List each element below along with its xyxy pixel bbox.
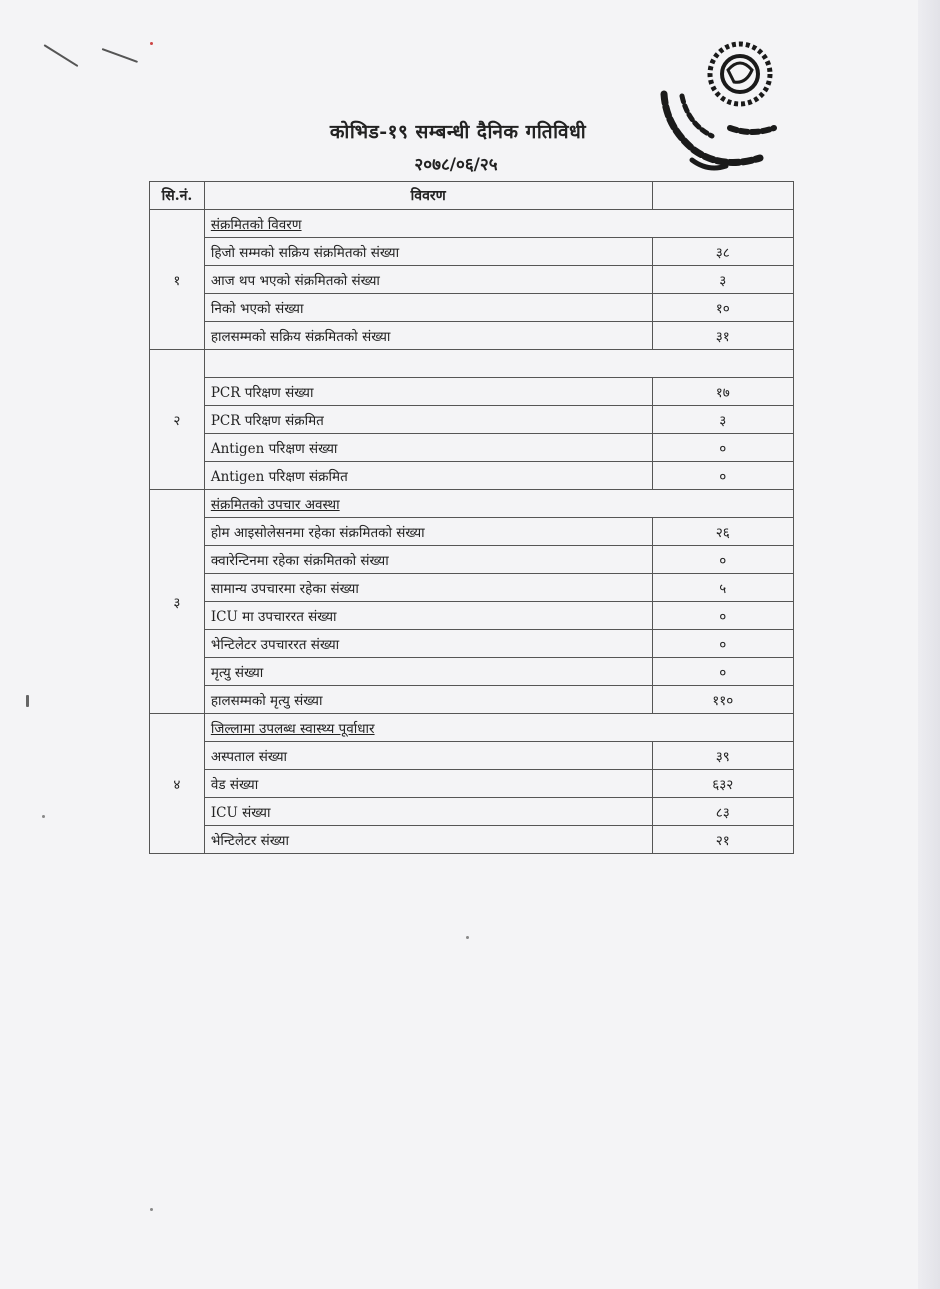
row-label: हालसम्मको सक्रिय संक्रमितको संख्या	[204, 322, 652, 350]
scan-mark	[43, 44, 78, 67]
table-row	[150, 266, 794, 294]
table-row	[150, 378, 794, 406]
table-row	[150, 434, 794, 462]
report-date: २०७८/०६/२५	[414, 155, 498, 175]
row-label: सामान्य उपचारमा रहेका संख्या	[204, 574, 652, 602]
row-label: हिजो सम्मको सक्रिय संक्रमितको संख्या	[204, 238, 652, 266]
row-value: ३१	[652, 322, 793, 350]
row-label: हालसम्मको मृत्यु संख्या	[204, 686, 652, 714]
table-row	[150, 462, 794, 490]
section-heading-cell	[204, 210, 793, 238]
section-number: ४	[150, 714, 205, 854]
table-row	[150, 546, 794, 574]
row-label: ICU मा उपचाररत संख्या	[204, 602, 652, 630]
row-label: वेड संख्या	[204, 770, 652, 798]
section-number: १	[150, 210, 205, 350]
section-heading-row	[150, 490, 794, 518]
table-row	[150, 742, 794, 770]
section-number: २	[150, 350, 205, 490]
row-value: ०	[652, 658, 793, 686]
table-row	[150, 686, 794, 714]
row-value: ०	[652, 546, 793, 574]
row-value: ०	[652, 462, 793, 490]
section-heading: जिल्लामा उपलब्ध स्वास्थ्य पूर्वाधार	[210, 720, 375, 737]
section-heading-row	[150, 714, 794, 742]
table-row	[150, 826, 794, 854]
row-value: ८३	[652, 798, 793, 826]
row-value: २६	[652, 518, 793, 546]
section-heading-row	[150, 210, 794, 238]
row-value: ३	[652, 406, 793, 434]
section-heading-cell	[204, 714, 793, 742]
row-label: भेन्टिलेटर उपचाररत संख्या	[204, 630, 652, 658]
row-label: PCR परिक्षण संक्रमित	[204, 406, 652, 434]
row-label: क्वारेन्टिनमा रहेका संक्रमितको संख्या	[204, 546, 652, 574]
section-heading: संक्रमितको विवरण	[210, 216, 302, 233]
header-sn: सि.नं.	[150, 182, 205, 210]
row-label: अस्पताल संख्या	[204, 742, 652, 770]
table-row	[150, 630, 794, 658]
section-number: ३	[150, 490, 205, 714]
row-label: आज थप भएको संक्रमितको संख्या	[204, 266, 652, 294]
row-label: Antigen परिक्षण संख्या	[204, 434, 652, 462]
row-label: PCR परिक्षण संख्या	[204, 378, 652, 406]
table-row	[150, 574, 794, 602]
row-label: Antigen परिक्षण संक्रमित	[204, 462, 652, 490]
header-value	[652, 182, 793, 210]
row-value: ०	[652, 434, 793, 462]
row-value: १७	[652, 378, 793, 406]
table-body	[150, 210, 794, 854]
covid-daily-table	[149, 181, 794, 854]
scan-dot	[466, 936, 469, 939]
table-row	[150, 602, 794, 630]
row-value: ३९	[652, 742, 793, 770]
header-description: विवरण	[204, 182, 652, 210]
table-row	[150, 294, 794, 322]
row-value: ५	[652, 574, 793, 602]
row-label: निको भएको संख्या	[204, 294, 652, 322]
table-row	[150, 322, 794, 350]
section-heading-cell	[204, 490, 793, 518]
table-row	[150, 798, 794, 826]
scan-mark	[102, 48, 138, 63]
table-row	[150, 770, 794, 798]
row-value: ११०	[652, 686, 793, 714]
page-title: कोभिड-१९ सम्बन्धी दैनिक गतिविधी	[329, 121, 587, 143]
row-label: ICU संख्या	[204, 798, 652, 826]
section-heading-row	[150, 350, 794, 378]
row-value: ०	[652, 602, 793, 630]
page-edge	[918, 0, 940, 1289]
row-value: १०	[652, 294, 793, 322]
scan-dot	[26, 695, 29, 707]
table-row	[150, 238, 794, 266]
row-value: ३	[652, 266, 793, 294]
row-label: भेन्टिलेटर संख्या	[204, 826, 652, 854]
row-value: २१	[652, 826, 793, 854]
section-heading-cell	[204, 350, 793, 378]
row-value: ३८	[652, 238, 793, 266]
row-label: होम आइसोलेसनमा रहेका संक्रमितको संख्या	[204, 518, 652, 546]
row-value: ०	[652, 630, 793, 658]
table-header-row	[150, 182, 794, 210]
scan-dot	[150, 1208, 153, 1211]
table-row	[150, 518, 794, 546]
row-label: मृत्यु संख्या	[204, 658, 652, 686]
table-row	[150, 406, 794, 434]
row-value: ६३२	[652, 770, 793, 798]
section-heading: संक्रमितको उपचार अवस्था	[210, 496, 340, 513]
scan-dot	[42, 815, 45, 818]
scan-dot	[150, 42, 153, 45]
table-row	[150, 658, 794, 686]
